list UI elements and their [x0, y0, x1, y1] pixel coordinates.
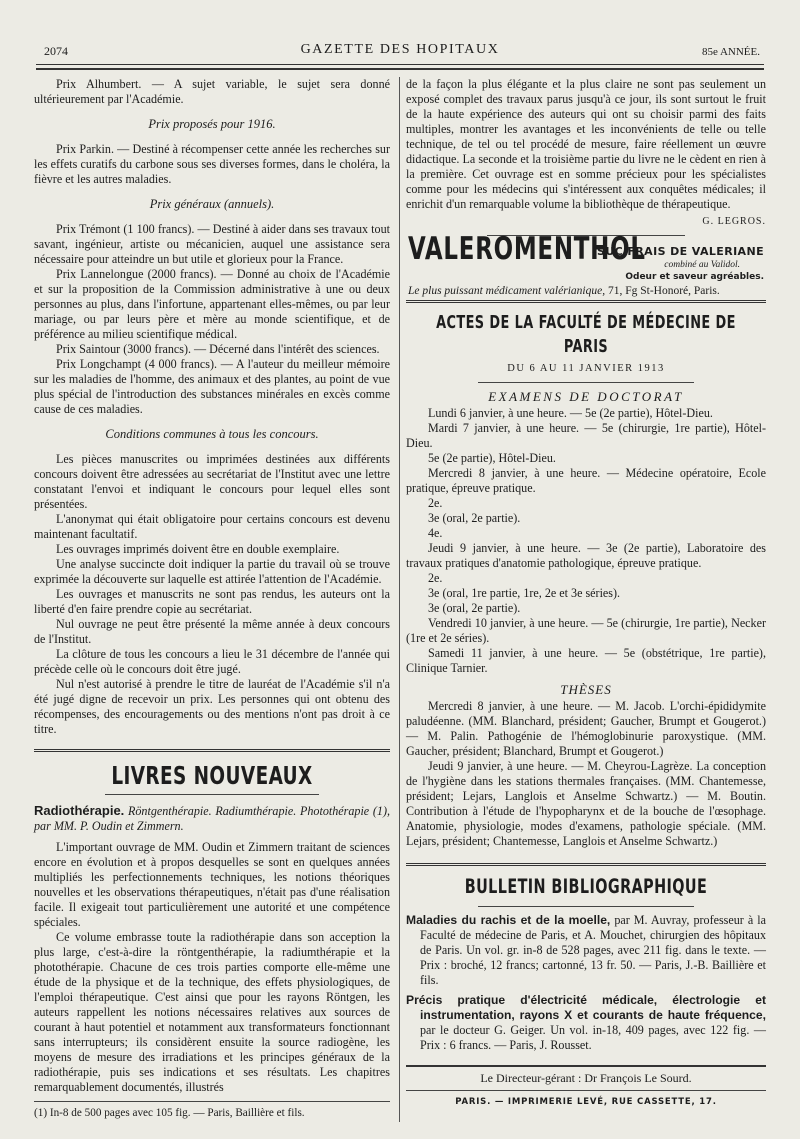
- para-pieces: Les pièces manuscrites ou imprimées destinées aux différents concours doivent être adressées au secrétariat de l'Institut avec une lettre constatant l'envoi et indiquant le concours pour lequel elles sont présentées.: [34, 452, 390, 511]
- exam-entry: 2e.: [428, 571, 443, 585]
- exam-entry: 3e (oral, 2e partie).: [428, 511, 521, 525]
- para-nul: Nul ouvrage ne peut être présenté la même année à deux concours de l'Institut.: [34, 617, 390, 646]
- subheading-prix-1916: Prix proposés pour 1916.: [148, 117, 276, 131]
- book-heading: Radiothérapie.: [34, 803, 125, 818]
- book-radiotherapie: [34, 803, 390, 834]
- section-title-actes: ACTES DE LA FACULTÉ DE MÉDECINE DE PARIS: [436, 313, 736, 357]
- bib-details: par le docteur G. Geiger. Un vol. in-18, 409 pages, avec 122 fig. — Prix : 6 francs. — Paris, J. Rousset.: [420, 1023, 766, 1052]
- exam-entry: Samedi 11 janvier, à une heure. — 5e (obstétrique, 1re partie), Clinique Tarnier.: [406, 646, 766, 675]
- exam-entry: 2e.: [428, 496, 443, 510]
- column-divider: [399, 77, 400, 1122]
- footnote-rule: [34, 1101, 390, 1102]
- prix-longchampt: Prix Longchampt (4 000 francs). — A l'auteur du meilleur mémoire sur les maladies de l'homme, des animaux et des plantes, au point de vue plus spécial de l'introduction des substances minérales en excès comme cause de ces maladies.: [34, 357, 390, 416]
- exam-entry: Mercredi 8 janvier, à une heure. — Médecine opératoire, Ecole pratique, épreuve pratique.: [406, 466, 766, 495]
- ad-address: 71, Fg St-Honoré, Paris.: [607, 285, 720, 297]
- para-analyse: Une analyse succincte doit indiquer la partie du travail où se trouve exprimée la découverte sur laquelle est attirée l'attention de l'Académie.: [34, 557, 390, 586]
- subheading-conditions: Conditions communes à tous les concours.: [105, 427, 319, 441]
- subheading-theses: THÈSES: [560, 682, 612, 697]
- ad-tagline-row: [408, 284, 720, 299]
- header-rule-thick: [36, 68, 764, 70]
- right-column: [406, 77, 766, 1110]
- ad-brand: VALEROMENTHOL: [408, 231, 646, 267]
- review-continuation: de la façon la plus élégante et la plus claire ne sont pas seulement un exposé complet des travaux parus jusqu'à ce jour, ils sont surtout le fruit de la haute expérience des auteurs qui ont su choisir parmi des faits multiples, montrer les avantages et les inconvénients de telle ou telle technique, de tel ou tel procédé de mesure, faire réellement un œuvre didactique. La seconde et la troisième partie du livre ne le cèdent en rien à la première. Cet ouvrage est en somme précieux pour les spécialistes comme pour les médecins qui s'intéressent aux conquêtes médicales; il enrichit d'un remarquable volume la bibliothèque de thérapeutique.: [406, 77, 766, 211]
- prix-lannelongue: Prix Lannelongue (2000 francs). — Donné au choix de l'Académie et sur la proposition de la Commission administrative à une ou deux personnes au plus, dans l'infortune, appartenant elles-mêmes, ou par leur mariage, ou par leurs père et mère au monde scientifique, et de préférence au milieu scientifique médical.: [34, 267, 390, 341]
- header-rule: [36, 64, 764, 65]
- directeur-gerant: Le Directeur-gérant : Dr François Le Sourd.: [480, 1071, 692, 1085]
- section-title-bulletin: BULLETIN BIBLIOGRAPHIQUE: [464, 875, 708, 898]
- review-para-1: L'important ouvrage de MM. Oudin et Zimmern traitant de sciences encore en évolution et à propos desquelles se sont en quelques années multipliés les perfectionnements techniques, les notions théoriques nouvelles et les observations thérapeutiques, n'était pas d'une réalisation facile. Il exigeait tout particulièrement une autorité et une compétence spéciales.: [34, 840, 390, 929]
- short-rule: [478, 906, 694, 907]
- page-header: [40, 38, 760, 60]
- footnote: (1) In-8 de 500 pages avec 105 fig. — Paris, Baillière et fils.: [34, 1107, 305, 1119]
- exam-entry: Lundi 6 janvier, à une heure. — 5e (2e partie), Hôtel-Dieu.: [428, 406, 713, 420]
- subheading-prix-generaux: Prix généraux (annuels).: [149, 197, 275, 211]
- bib-entry-rachis: [406, 913, 766, 988]
- exam-entry: Vendredi 10 janvier, à une heure. — 5e (chirurgie, 1re partie), Necker (1re et 2e séries).: [406, 616, 766, 645]
- ad-line-1: SUC FRAIS DE VALERIANE: [597, 245, 764, 258]
- left-column: [34, 77, 390, 1121]
- review-signature: G. LEGROS.: [702, 216, 766, 227]
- advertisement-valeromenthol: [406, 231, 766, 298]
- footer-rule: [406, 1065, 766, 1067]
- page-number: 2074: [44, 44, 68, 58]
- section-title-livres: LIVRES NOUVEAUX: [111, 761, 313, 790]
- para-cloture: La clôture de tous les concours a lieu le 31 décembre de l'année qui précède celle où le concours doit être jugé.: [34, 647, 390, 676]
- para-double: Les ouvrages imprimés doivent être en double exemplaire.: [56, 542, 340, 556]
- bibliography-list: [406, 913, 766, 1053]
- bib-title: Précis pratique d'électricité médicale, électrologie et instrumentation, rayons X et courants de haute fréquence,: [406, 993, 766, 1022]
- actes-dates: DU 6 AU 11 JANVIER 1913: [507, 363, 665, 374]
- section-rule: [34, 749, 390, 752]
- bib-title: Maladies du rachis et de la moelle,: [406, 913, 611, 927]
- short-rule: [478, 382, 694, 383]
- subheading-examens: EXAMENS DE DOCTORAT: [488, 389, 684, 404]
- section-rule: [406, 863, 766, 866]
- ad-line-2: combiné au Validol.: [664, 260, 740, 270]
- exam-entry: Mardi 7 janvier, à une heure. — 5e (chirurgie, 1re partie), Hôtel-Dieu.: [406, 421, 766, 450]
- prix-saintour: Prix Saintour (3000 francs). — Décerné dans l'intérêt des sciences.: [56, 342, 380, 356]
- ad-line-3: Odeur et saveur agréables.: [625, 272, 764, 282]
- footer-rule-thin: [406, 1090, 766, 1091]
- prix-alhumbert: Prix Alhumbert. — A sujet variable, le sujet sera donné ultérieurement par l'Académie.: [34, 77, 390, 106]
- prix-parkin: Prix Parkin. — Destiné à récompenser cette année les recherches sur les effets curatifs du carbone sous ses diverses formes, dans le choléra, la fièvre et les autres maladies.: [34, 142, 390, 186]
- journal-title: GAZETTE DES HOPITAUX: [300, 42, 500, 57]
- bib-entry-electricite: [406, 993, 766, 1053]
- para-rendus: Les ouvrages et manuscrits ne sont pas rendus, les auteurs ont la liberté d'en faire prendre copie au secrétariat.: [34, 587, 390, 616]
- exam-entry: Jeudi 9 janvier, à une heure. — 3e (2e partie), Laboratoire des travaux pratiques d'anatomie pathologique, épreuve pratique.: [406, 541, 766, 570]
- book-subtitle: Röntgenthérapie. Radiumthérapie. Photothérapie (1), par MM. P. Oudin et Zimmern.: [34, 804, 390, 833]
- ad-tagline: Le plus puissant médicament valérianique,: [408, 285, 606, 297]
- section-rule-short: [105, 794, 319, 795]
- bib-details: par M. Auvray, professeur à la Faculté de médecine de Paris, et A. Mouchet, chirurgien des hôpitaux de Paris. Un vol. gr. in-8 de 528 pages, avec 211 fig. dans le texte. — Prix : broché, 12 francs; cartonné, 13 fr. 50. — Paris, J.-B. Baillière et fils.: [420, 913, 766, 987]
- para-laureat: Nul n'est autorisé à prendre le titre de lauréat de l'Académie s'il n'a été jugé digne de recevoir un prix. Les personnes qui ont obtenu des récompenses, des encouragements ou des mentions n'ont pas droit à ce titre.: [34, 677, 390, 736]
- exam-entry: 5e (2e partie), Hôtel-Dieu.: [428, 451, 556, 465]
- section-rule: [406, 300, 766, 303]
- these-entry: Jeudi 9 janvier, à une heure. — M. Cheyrou-Lagrèze. La conception de l'hygiène dans les stations thermales françaises. (MM. Chantemesse, président; Lejars, Langlois et Anselme Schwartz.) — M. Boutin. Contribution à l'étude de l'hypopharynx et de la bouche de l'œsophage. Anatomie, physiologie, modes d'examens, pathologie spéciale. (MM. Lejars, président; Chantemesse, Langlois et Anselme Schwartz.): [406, 759, 766, 848]
- exam-entry: 3e (oral, 1re partie, 1re, 2e et 3e séries).: [428, 586, 621, 600]
- prix-tremont: Prix Trémont (1 100 francs). — Destiné à aider dans ses travaux tout savant, ingénieur, artiste ou mécanicien, auquel une assistance sera nécessaire pour atteindre un but utile et glorieux pour la France.: [34, 222, 390, 266]
- volume-year: 85e ANNÉE.: [701, 46, 760, 58]
- these-entry: Mercredi 8 janvier, à une heure. — M. Jacob. L'orchi-épididymite paludéenne. (MM. Blanchard, président; Gaucher, Brumpt et Gougerot.) — M. Palin. Pathogénie de l'hémoglobinurie paroxystique. (MM. Gaucher, président; Blanchard, Brumpt et Gougerot.): [406, 699, 766, 758]
- para-anonymat: L'anonymat qui était obligatoire pour certains concours est devenu maintenant facultatif.: [34, 512, 390, 541]
- imprimerie: PARIS. — IMPRIMERIE LEVÉ, RUE CASSETTE, 17.: [455, 1097, 717, 1107]
- exam-entry: 3e (oral, 2e partie).: [428, 601, 521, 615]
- review-para-2: Ce volume embrasse toute la radiothérapie dans son acception la plus large, c'est-à-dire la röntgenthérapie, la radiumthérapie et la photothérapie. Chacune de ces trois parties comporte elle-même une étude de la physique et de la technique, des effets physiologiques, de l'emploi thérapeutique. C'est ainsi que pour les rayons Röntgen, les auteurs rappellent les notions nécessaires relatives aux sources de courant à haut potentiel et notamment aux transformateurs fonctionnant sans interrupteurs; ils considèrent ensuite la source radiogène, les moyens de mesure des irradiations et les principes généraux de la radiothérapie, puis ses indications et ses résultats. Les chapitres remarquablement documentés, illustrés: [34, 930, 390, 1094]
- exam-entry: 4e.: [428, 526, 443, 540]
